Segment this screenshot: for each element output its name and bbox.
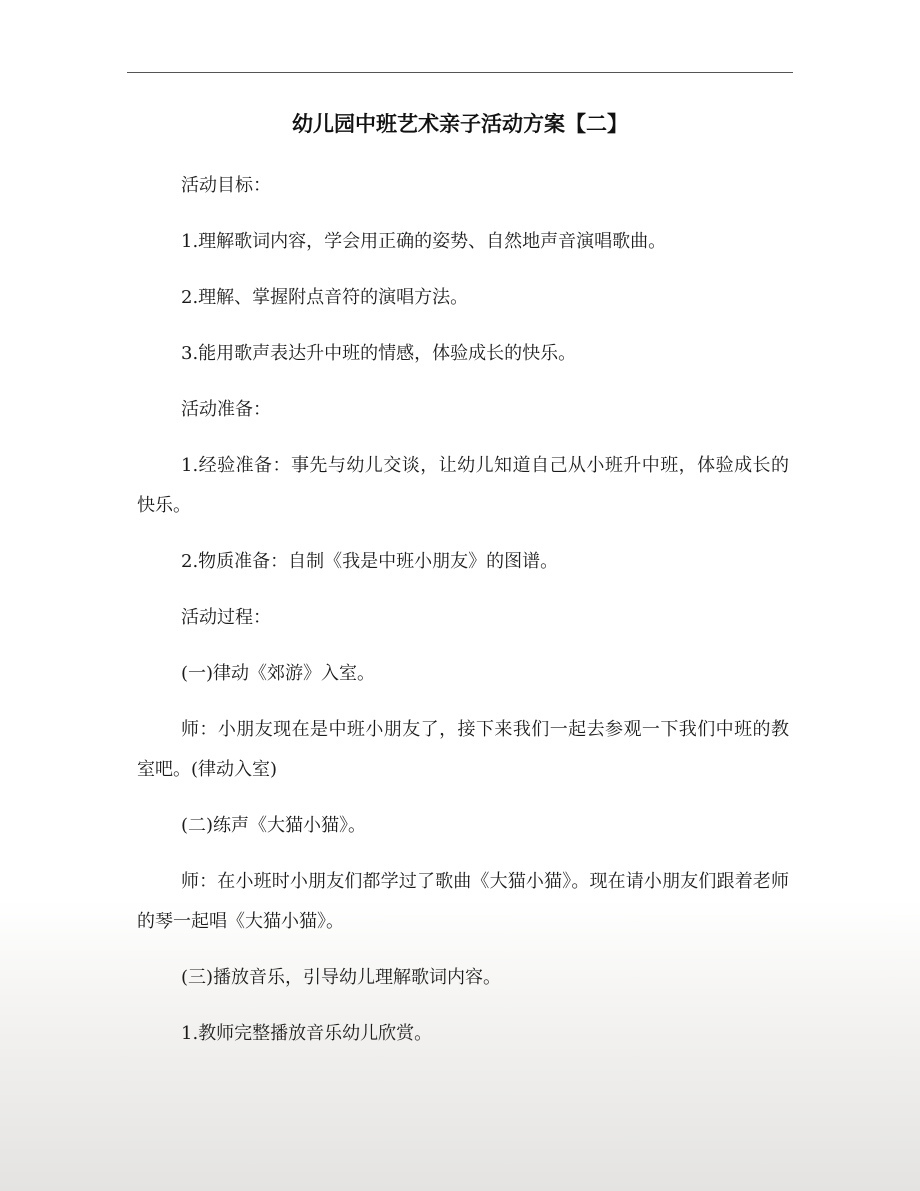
header-rule [127, 72, 793, 73]
process-substep-1: 1.教师完整播放音乐幼儿欣赏。 [181, 1023, 433, 1044]
document-body [137, 166, 789, 1070]
document-title: 幼儿园中班艺术亲子活动方案【二】 [292, 112, 628, 136]
section-heading-preparation: 活动准备： [181, 399, 271, 420]
section-heading-goals: 活动目标： [181, 175, 271, 196]
preparation-item-2: 2.物质准备：自制《我是中班小朋友》的图谱。 [181, 551, 559, 572]
section-heading-process: 活动过程： [181, 607, 271, 628]
teacher-dialogue-1: 师：小朋友现在是中班小朋友了，接下来我们一起去参观一下我们中班的教室吧。(律动入室) [137, 719, 789, 780]
process-step-3: (三)播放音乐，引导幼儿理解歌词内容。 [181, 967, 502, 988]
teacher-dialogue-2: 师：在小班时小朋友们都学过了歌曲《大猫小猫》。现在请小朋友们跟着老师的琴一起唱《大猫小猫》。 [137, 871, 789, 932]
goal-item-3: 3.能用歌声表达升中班的情感，体验成长的快乐。 [181, 343, 577, 364]
goal-item-1: 1.理解歌词内容，学会用正确的姿势、自然地声音演唱歌曲。 [181, 231, 667, 252]
process-step-2: (二)练声《大猫小猫》。 [181, 815, 367, 836]
process-step-1: (一)律动《郊游》入室。 [181, 663, 376, 684]
goal-item-2: 2.理解、掌握附点音符的演唱方法。 [181, 287, 469, 308]
preparation-item-1: 1.经验准备：事先与幼儿交谈，让幼儿知道自己从小班升中班，体验成长的快乐。 [137, 455, 789, 516]
